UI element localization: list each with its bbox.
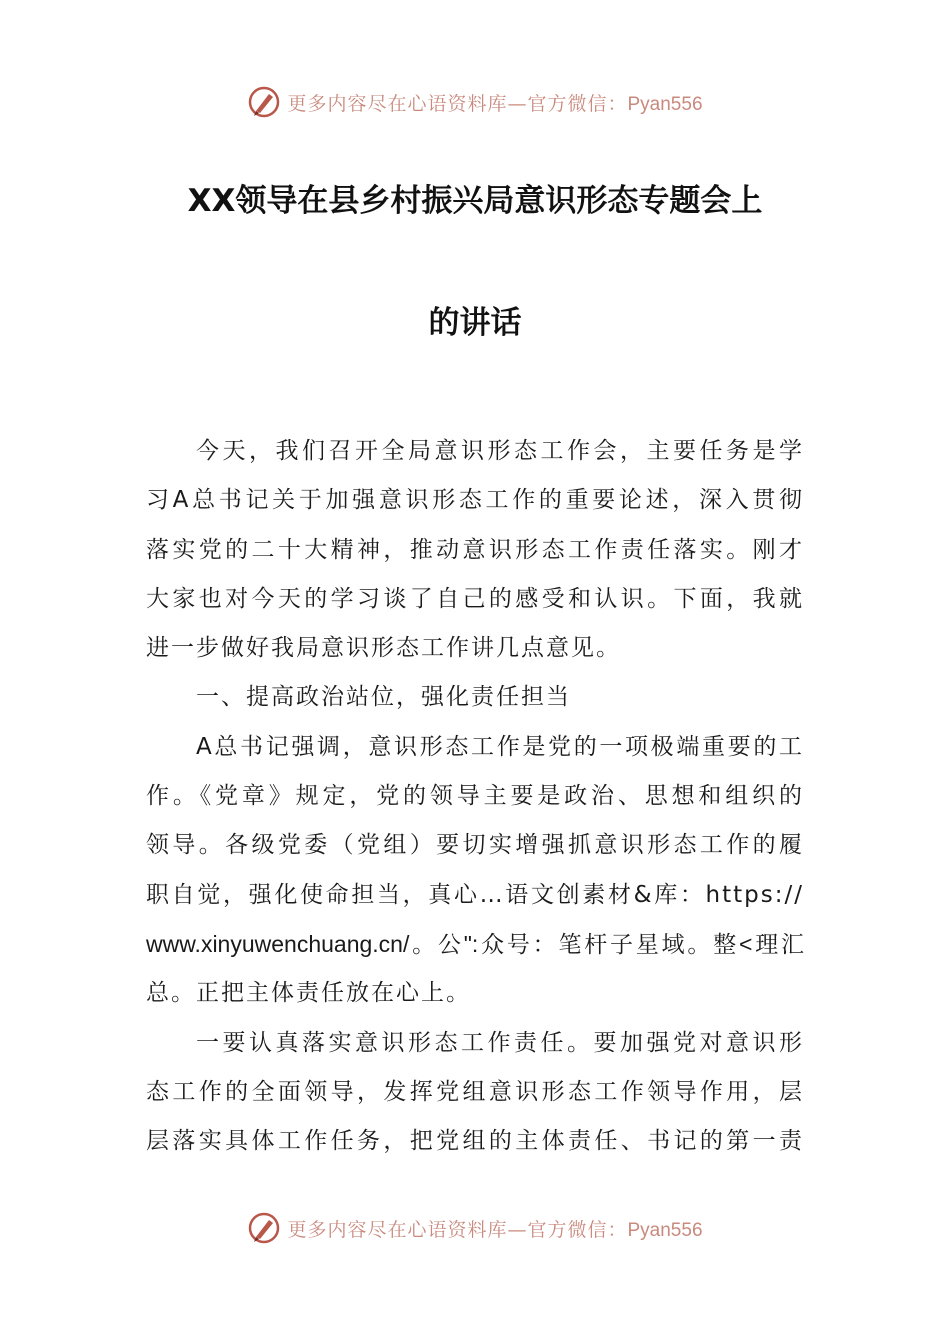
body-line: 领导。各级党委（党组）要切实增强抓意识形态工作的履 [146,832,804,859]
body-line: 习A总书记关于加强意识形态工作的重要论述，深入贯彻 [146,487,804,514]
body-line: www.xinyuwenchuang.cn/。公":众号：笔杆子星域。整<理汇 [146,930,804,957]
body-line: 大家也对今天的学习谈了自己的感受和认识。下面，我就 [146,585,804,612]
body-line: 作。《党章》规定，党的领导主要是政治、思想和组织的 [146,783,804,810]
body-line: 进一步做好我局意识形态工作讲几点意见。 [146,635,621,662]
body-line: 总。正把主体责任放在心上。 [146,980,471,1007]
wechat-id: Pyan556 [627,93,703,115]
body-line: 态工作的全面领导，发挥党组意识形态工作领导作用，层 [146,1078,804,1105]
body-line: A总书记强调，意识形态工作是党的一项极端重要的工 [196,733,804,760]
body-line: 职自觉，强化使命担当，真心…语文创素材&库：https:// [146,881,804,908]
body-line: 落实党的二十大精神，推动意识形态工作责任落实。刚才 [146,536,804,563]
body-line: 一要认真落实意识形态工作责任。要加强党对意识形 [196,1029,804,1056]
body-line: 今天，我们召开全局意识形态工作会，主要任务是学 [196,438,804,464]
body-line: 层落实具体工作任务，把党组的主体责任、书记的第一责 [146,1128,804,1155]
footer-watermark [0,1208,950,1248]
section-heading: 一、提高政治站位，强化责任担当 [196,684,571,711]
document-body [146,427,804,1166]
header-watermark [0,82,950,122]
pen-logo-icon [247,1211,281,1245]
wechat-id: Pyan556 [627,1219,703,1241]
watermark-text: 更多内容尽在心语资料库—官方微信：Pyan556 [287,92,703,115]
document-title-line-2: 的讲话 [428,305,522,341]
document-title-line-1: XX领导在县乡村振兴局意识形态专题会上 [187,183,763,219]
watermark-text: 更多内容尽在心语资料库—官方微信：Pyan556 [287,1218,703,1241]
pen-logo-icon [247,85,281,119]
